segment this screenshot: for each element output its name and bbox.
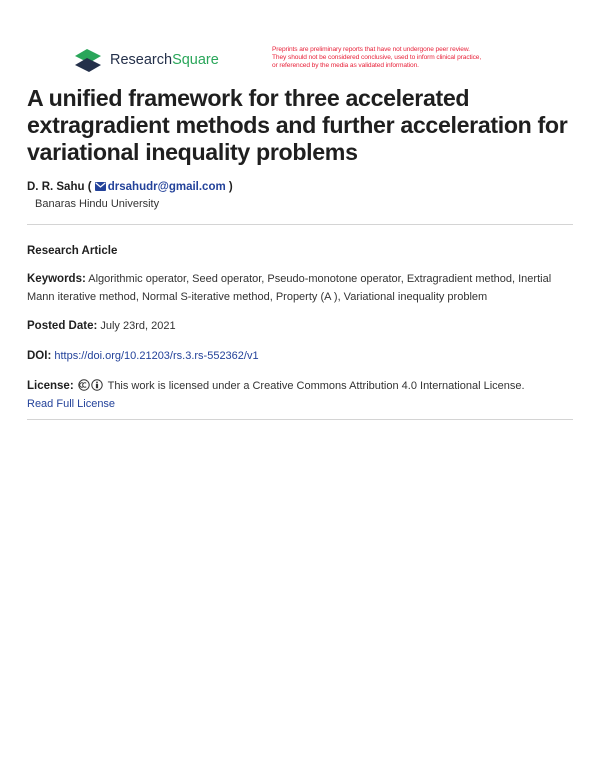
research-square-logo[interactable] xyxy=(74,48,219,72)
notice-line-1: Preprints are preliminary reports that have not undergone peer review. xyxy=(272,46,470,53)
license-label: License: xyxy=(27,380,74,392)
logo-wordmark xyxy=(110,48,219,72)
posted-date-label: Posted Date: xyxy=(27,320,98,332)
doi-field xyxy=(27,348,577,366)
preprint-notice xyxy=(272,46,532,71)
license-text: This work is licensed under a Creative Commons Attribution 4.0 International License. xyxy=(107,380,525,392)
notice-line-2: They should not be considered conclusive, used to inform clinical practice, xyxy=(272,54,482,62)
creative-commons-icon xyxy=(78,379,104,391)
divider-top xyxy=(27,224,573,225)
author-name: D. R. Sahu xyxy=(27,181,85,193)
paper-title: A unified framework for three accelerated extragradient methods and further acceleration for variational inequality problems xyxy=(27,85,568,165)
logo-word-square: Square xyxy=(172,52,219,68)
open-paren: ( xyxy=(87,181,92,193)
notice-line-3: or referenced by the media as validated information. xyxy=(272,62,419,70)
article-type: Research Article xyxy=(27,245,118,257)
close-paren: ) xyxy=(228,181,233,193)
logo-word-research: Research xyxy=(110,52,173,68)
posted-date-field xyxy=(27,318,577,336)
envelope-icon xyxy=(95,182,106,191)
read-full-license-link[interactable]: Read Full License xyxy=(27,397,116,410)
keywords-label: Keywords: xyxy=(27,273,86,285)
keywords-field xyxy=(27,271,577,306)
author-affiliation: Banaras Hindu University xyxy=(35,198,160,210)
divider-bottom xyxy=(27,419,573,420)
license-field xyxy=(27,378,577,413)
author-email-link[interactable] xyxy=(95,181,226,193)
author-email: drsahudr@gmail.com xyxy=(107,181,226,193)
doi-link[interactable]: https://doi.org/10.21203/rs.3.rs-552362/v1 xyxy=(54,350,259,362)
keywords-value: Algorithmic operator, Seed operator, Pseudo-monotone operator, Extragradient method, Inertial Mann iterative method, Normal S-iterative method, Property (A ), Variational inequality problem xyxy=(27,273,552,303)
posted-date-value: July 23rd, 2021 xyxy=(100,320,176,332)
doi-label: DOI: xyxy=(27,350,52,362)
research-square-logo-icon xyxy=(74,48,102,72)
author-line xyxy=(27,180,233,194)
